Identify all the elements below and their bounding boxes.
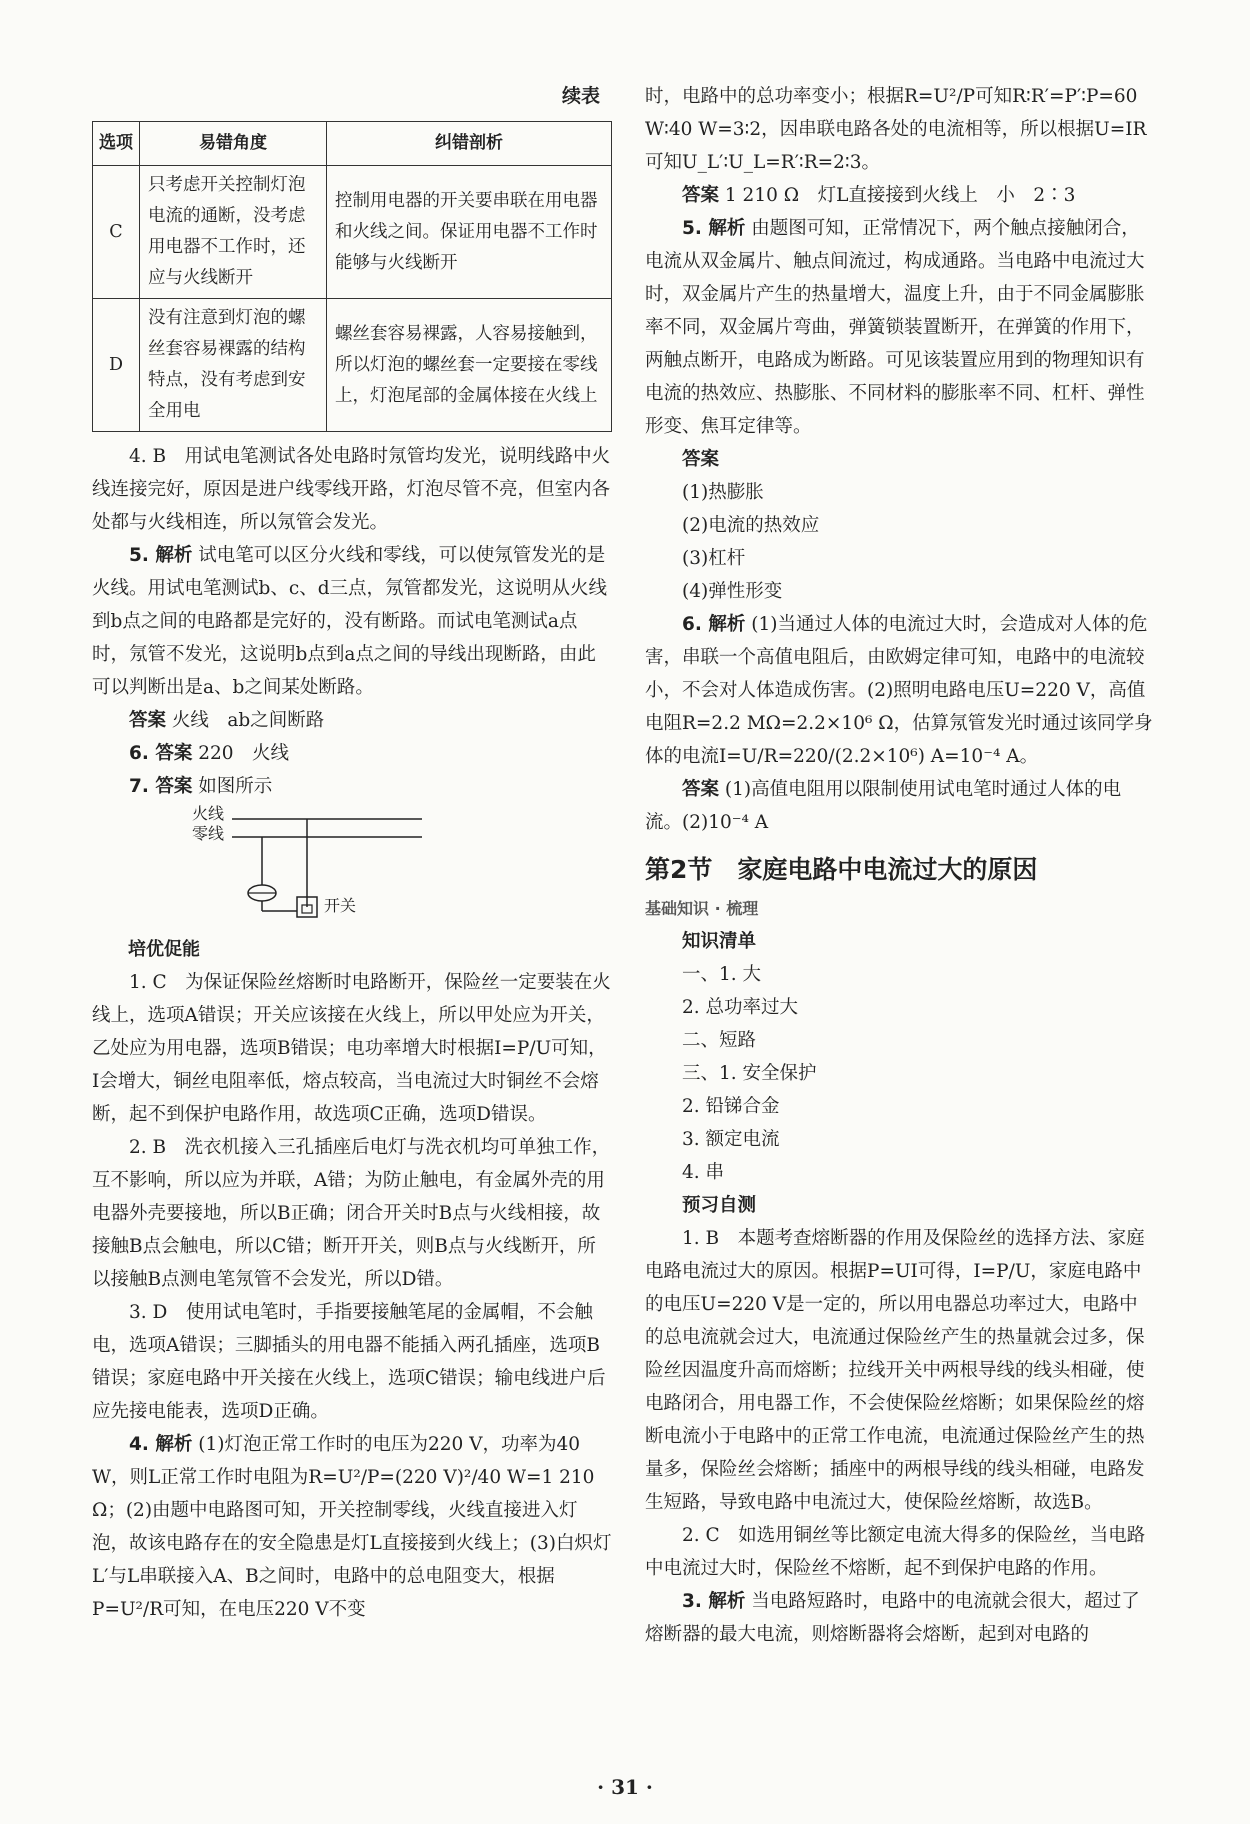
table-header: 纠错剖析 (327, 122, 612, 166)
knowledge-item: 2. 铅锑合金 (682, 1096, 780, 1117)
analysis-text: 由题图可知，正常情况下，两个触点接触闭合，电流从双金属片、触点间流过，构成通路。当电路中电流过大时，双金属片产生的热量增大，温度上升，由于不同金属膨胀率不同，双金属片弯曲，弹簧锁装置断开，在弹簧的作用下，两触点断开，电路成为断路。可见该装置应用到的物理知识有电流的热效应、热膨胀、不同材料的膨胀率不同、杠杆、弹性形变、焦耳定律等。 (645, 218, 1145, 437)
continued-label: 续表 (561, 85, 600, 107)
neutral-wire-label: 零线 (192, 824, 225, 843)
label: 7. 答案 (129, 776, 193, 797)
answer-5-item: (1)热膨胀 (682, 482, 764, 503)
answer-text: 220 火线 (198, 743, 290, 764)
section-title: 第2节 家庭电路中电流过大的原因 (645, 855, 1038, 884)
analysis-text: 试电笔可以区分火线和零线，可以使氖管发光的是火线。用试电笔测试b、c、d三点，氖管都发光，这说明从火线到b点之间的电路都是完好的，没有断路。而试电笔测试a点时，氖管不发光，这说明b点到a点之间的导线出现断路，由此可以判断出是a、b之间某处断路。 (92, 545, 608, 698)
left-column (92, 80, 612, 1626)
knowledge-item: 3. 额定电流 (682, 1129, 780, 1150)
label: 6. 解析 (682, 614, 746, 635)
error-analysis-table (92, 121, 612, 432)
preview-question-2: 2. C 如选用铜丝等比额定电流大得多的保险丝，当电路中电流过大时，保险丝不熔断，起不到保护电路的作用。 (645, 1525, 1146, 1579)
table-cell: 只考虑开关控制灯泡电流的通断，没考虑用电器不工作时，还应与火线断开 (140, 166, 327, 299)
table-cell: 控制用电器的开关要串联在用电器和火线之间。保证用电器不工作时能够与火线断开 (327, 166, 612, 299)
knowledge-item: 4. 串 (682, 1162, 725, 1183)
table-cell: C (93, 166, 140, 299)
table-header: 易错角度 (140, 122, 327, 166)
answer-6 (645, 773, 1155, 839)
table-cell: 没有注意到灯泡的螺丝套容易裸露的结构特点，没有考虑到安全用电 (140, 299, 327, 432)
circuit-diagram (192, 804, 612, 925)
label: 3. 解析 (682, 1591, 746, 1612)
question-4 (92, 1428, 612, 1626)
question-2: 2. B 洗衣机接入三孔插座后电灯与洗衣机均可单独工作，互不影响，所以应为并联，A错；为防止触电，有金属外壳的用电器外壳要接地，所以B正确；闭合开关时B点与火线相接，故接触B点会触电，所以C错；断开开关，则B点与火线断开，所以接触B点测电笔氖管不会发光，所以D错。 (92, 1137, 611, 1290)
analysis-text: (1)灯泡正常工作时的电压为220 V，功率为40 W，则L正常工作时电阻为R=U²/P=(220 V)²/40 W=1 210 Ω；(2)由题中电路图可知，开关控制零线，火线直接进入灯泡，故该电路存在的安全隐患是灯L直接接到火线上；(3)白炽灯L′与L串联接入A、B之间时，电路中的总电阻变大，根据P=U²/R可知，在电压220 V不变 (92, 1434, 612, 1620)
preview-title: 预习自测 (682, 1195, 757, 1216)
analysis-text: 当电路短路时，电路中的电流就会很大，超过了熔断器的最大电流，则熔断器将会熔断，起到对电路的 (645, 1591, 1140, 1645)
answer-7 (92, 770, 612, 803)
table-header: 选项 (93, 122, 140, 166)
knowledge-item: 三、1. 安全保护 (682, 1063, 817, 1084)
table-row (93, 299, 612, 432)
page-number: · 31 · (597, 1775, 653, 1799)
answer-4: 4. B 用试电笔测试各处电路时氖管均发光，说明线路中火线连接完好，原因是进户线零线开路，灯泡尽管不亮，但室内各处都与火线相连，所以氖管会发光。 (92, 446, 611, 533)
table-header-row (93, 122, 612, 166)
answer-6 (92, 737, 612, 770)
preview-question-3 (645, 1585, 1155, 1651)
sub-heading: 基础知识 · 梳理 (645, 899, 759, 918)
table-cell: D (93, 299, 140, 432)
question-3: 3. D 使用试电笔时，手指要接触笔尾的金属帽，不会触电，选项A错误；三脚插头的用电器不能插入两孔插座，选项B错误；家庭电路中开关接在火线上，选项C错误；输电线进户后应先接电能表，选项D正确。 (92, 1302, 606, 1422)
analysis-5 (645, 212, 1155, 443)
knowledge-item: 二、短路 (682, 1030, 757, 1051)
continued-text: 时，电路中的总功率变小；根据R=U²/P可知R∶R′=P′∶P=60 W∶40 W=3∶2，因串联电路各处的电流相等，所以根据U=IR可知U_L′∶U_L=R′∶R=2∶3。 (645, 86, 1147, 173)
label: 4. 解析 (129, 1434, 193, 1455)
analysis-5 (92, 539, 612, 704)
table-row (93, 166, 612, 299)
answer-5 (92, 704, 612, 737)
live-wire-label: 火线 (192, 804, 225, 823)
answer-text: 1 210 Ω 灯L直接接到火线上 小 2∶3 (724, 185, 1076, 206)
answer-4 (645, 179, 1155, 212)
table-cell: 螺丝套容易裸露，人容易接触到，所以灯泡的螺丝套一定要接在零线上，灯泡尾部的金属体接在火线上 (327, 299, 612, 432)
answer-5-item: (3)杠杆 (682, 548, 746, 569)
section-peiyou: 培优促能 (128, 939, 200, 960)
label: 5. 解析 (682, 218, 746, 239)
label: 5. 解析 (129, 545, 193, 566)
right-column (645, 80, 1155, 1651)
answer-5-item: (2)电流的热效应 (682, 515, 820, 536)
answer-5-item: (4)弹性形变 (682, 581, 783, 602)
question-1: 1. C 为保证保险丝熔断时电路断开，保险丝一定要装在火线上，选项A错误；开关应该接在火线上，所以甲处应为开关，乙处应为用电器，选项B错误；电功率增大时根据I=P/U可知，I会增大，铜丝电阻率低，熔点较高，当电流过大时铜丝不会熔断，起不到保护电路作用，故选项C正确，选项D错误。 (92, 972, 611, 1125)
knowledge-item: 一、1. 大 (682, 964, 762, 985)
label: 答案 (129, 710, 167, 731)
knowledge-title: 知识清单 (682, 931, 757, 952)
answer-text: 如图所示 (198, 776, 273, 797)
label: 答案 (682, 185, 720, 206)
switch-label: 开关 (324, 896, 357, 915)
preview-question-1: 1. B 本题考查熔断器的作用及保险丝的选择方法、家庭电路电流过大的原因。根据P=UI可得，I=P/U，家庭电路中的电压U=220 V是一定的，所以用电器总功率过大，电路中的总电流就会过大，电流通过保险丝产生的热量就会过多，保险丝因温度升高而熔断；拉线开关中两根导线的线头相碰，使电路闭合，用电器工作，不会使保险丝熔断；如果保险丝的熔断电流小于电路中的正常工作电流，电流通过保险丝产生的热量多，保险丝会熔断；插座中的两根导线的线头相碰，电路发生短路，导致电路中电流过大，使保险丝熔断，故选B。 (645, 1228, 1145, 1513)
answer-text: (1)高值电阻用以限制使用试电笔时通过人体的电流。(2)10⁻⁴ A (645, 779, 1122, 833)
answer-text: 火线 ab之间断路 (171, 710, 325, 731)
analysis-text: (1)当通过人体的电流过大时，会造成对人体的危害，串联一个高值电阻后，由欧姆定律可知，电路中的电流较小，不会对人体造成伤害。(2)照明电路电压U=220 V，高值电阻R=2.2 MΩ=2.2×10⁶ Ω，估算氖管发光时通过该同学身体的电流I=U/R=220/(2.2×10⁶) A=10⁻⁴ A。 (645, 614, 1153, 767)
analysis-6 (645, 608, 1155, 773)
answer-5-label: 答案 (682, 449, 720, 470)
label: 6. 答案 (129, 743, 193, 764)
label: 答案 (682, 779, 720, 800)
knowledge-item: 2. 总功率过大 (682, 997, 799, 1018)
